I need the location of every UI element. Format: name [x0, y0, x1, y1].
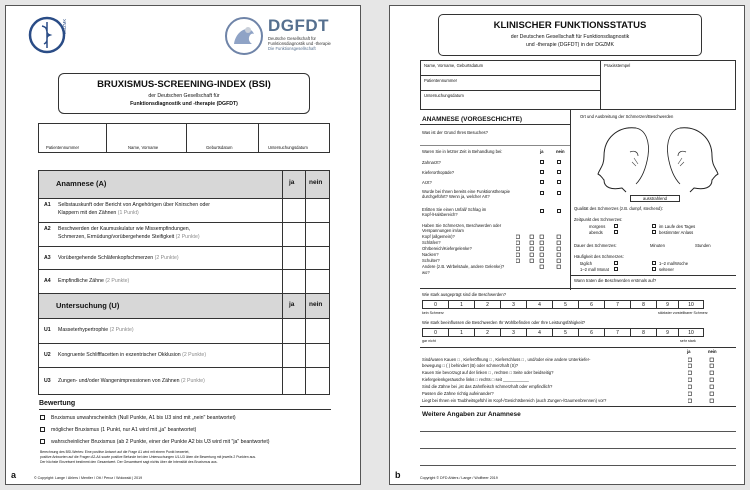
field-patient-number-b[interactable]: Patientennummer	[424, 78, 458, 83]
face-diagram	[588, 122, 728, 194]
dgfdt-logo-emblem	[224, 16, 264, 56]
scale1-cell-9[interactable]: 9	[657, 301, 679, 309]
footnote-3: Der höchste Einzelwert bestimmt den Gesamtwert. Der Gesamtwert sagt nichts über die Intensität des Bruxismus aus.	[40, 460, 218, 464]
weitere-header: Weitere Angaben zur Anamnese	[422, 411, 521, 418]
a2-text-1: Beschwerden der Kaumuskulatur wie Missempfindungen,	[58, 226, 191, 232]
dgfdt-logo-sub2: Funktionsdiagnostik und -therapie	[268, 41, 331, 46]
bestimmter-label: bestimmter Anlass	[659, 230, 694, 235]
header-box	[438, 14, 702, 56]
scale1-cell-2[interactable]: 2	[475, 301, 501, 309]
status-title: KLINISCHER FUNKTIONSSTATUS	[493, 20, 647, 31]
bewertung-option-2: möglicher Bruxismus (1 Punkt, nur A1 wird mit „ja" beantwortet)	[51, 427, 197, 433]
nein-label-b2: nein	[708, 349, 717, 354]
scale2-cell-1[interactable]: 1	[449, 329, 475, 337]
dgfdt-logo-sub3: Die Funktionsgesellschaft	[268, 46, 316, 51]
scale1-left-label: kein Schmerz	[422, 311, 444, 315]
bewertung-header: Bewertung	[39, 400, 76, 407]
bewertung-checkbox-3[interactable]	[40, 439, 45, 444]
scale1-cell-1[interactable]: 1	[449, 301, 475, 309]
scale2-right-label: sehr stark	[680, 339, 696, 343]
lower-answer-checkboxes[interactable]	[688, 357, 718, 403]
body-part-1: Kopf (allgemein)?	[422, 234, 455, 239]
q-zahnarzt: Zahnarzt?	[422, 160, 441, 165]
dgfdt-logo-brand: DGFDT	[268, 16, 330, 35]
panel-label-a: a	[11, 470, 17, 480]
col-nein-2: nein	[309, 301, 323, 308]
dgzmk-logo-text: DGZMK	[62, 18, 67, 34]
body-part-5: Schulter?	[422, 258, 440, 263]
field-patient-number[interactable]: Patientennummer	[46, 145, 80, 150]
pain-scale-2[interactable]	[422, 328, 704, 337]
cb-unfall-nein[interactable]	[557, 209, 561, 213]
untersuchung-header: Untersuchung (U)	[56, 301, 120, 310]
scale1-cell-4[interactable]: 4	[527, 301, 553, 309]
title-box	[58, 73, 310, 114]
a4-code: A4	[44, 278, 51, 284]
zeitpunkt-label: Zeitpunkt des Schmerzes:	[574, 217, 623, 222]
anamnese-header-b: ANAMNESE (VORGESCHICHTE)	[422, 116, 523, 123]
footnote-1: Berechnung des BSI-Wertes: Eine positive Antwort auf die Frage A1 wird mit einem Punkt bewertet,	[40, 450, 190, 454]
cb-bestimmter[interactable]	[652, 230, 656, 234]
cb-funktion-ja[interactable]	[540, 191, 544, 195]
ausstrahlend-legend: ausstrahlend	[630, 195, 680, 202]
field-exam-date[interactable]: Untersuchungsdatum	[268, 145, 308, 150]
stunden-label: Stunden	[695, 243, 711, 248]
u2-text: Kongruente Schlifffacetten in exzentrischer Okklusion (2 Punkte)	[58, 352, 207, 358]
status-subtitle-2: und -therapie (DGFDT) in der DGZMK	[526, 42, 614, 48]
scale2-cell-3[interactable]: 3	[501, 329, 527, 337]
abends-label: abends	[589, 230, 603, 235]
scale2-question: Wie stark beeinflussen die Beschwerden Ihr Wohlbefinden oder Ihre Leistungsfähigkeit?	[422, 320, 586, 325]
col-nein: nein	[309, 179, 323, 186]
ja-label-b2: ja	[687, 349, 691, 354]
cb-funktion-nein[interactable]	[557, 191, 561, 195]
form-subtitle-1: der Deutschen Gesellschaft für	[148, 93, 220, 99]
field-exam-date-b[interactable]: Untersuchungsdatum	[424, 93, 464, 98]
a2-code: A2	[44, 226, 51, 232]
scale1-cell-0[interactable]: 0	[423, 301, 449, 309]
scale2-cell-8[interactable]: 8	[631, 329, 657, 337]
q-funktion-2: durchgeführt? Wenn ja, welcher Art?	[422, 194, 490, 199]
status-subtitle-1: der Deutschen Gesellschaft für Funktionsdiagnostik	[510, 34, 630, 40]
nein-label-b: nein	[556, 149, 565, 154]
scale1-right-label: stärkster vorstellbarer Schmerz	[658, 311, 708, 315]
col-ja-2: ja	[289, 301, 295, 308]
dauer-label: Dauer des Schmerzes:	[574, 243, 617, 248]
lower-q2: bewegung □ ( ) behindert (B) oder schmerzhaft (S)?	[422, 363, 519, 368]
scale2-cell-5[interactable]: 5	[553, 329, 579, 337]
scale1-question: Wie stark ausgeprägt sind die Beschwerden?	[422, 292, 507, 297]
scale2-cell-4[interactable]: 4	[527, 329, 553, 337]
copyright-b: Copyright © DFD Ahlers / Lange / Wolfbeer 2019	[420, 476, 498, 480]
q-behandlung: Waren Sie in letzter Zeit in Behandlung bei:	[422, 149, 503, 154]
cb-im-laufe[interactable]	[652, 224, 656, 228]
cb-arzt-nein[interactable]	[557, 180, 561, 184]
woche-label: 1–2 mal/Woche	[659, 261, 689, 266]
dgzmk-logo	[28, 16, 66, 54]
scale1-cell-7[interactable]: 7	[605, 301, 631, 309]
u1-text: Masseterhypertrophie (2 Punkte)	[58, 327, 134, 333]
u3-code: U3	[44, 378, 51, 384]
cb-woche[interactable]	[652, 261, 656, 265]
q-funktion-1: Wurde bei Ihnen bereits eine Funktionstherapie	[422, 189, 510, 194]
im-laufe-label: im Laufe des Tages	[659, 224, 696, 229]
cb-morgens[interactable]	[614, 224, 618, 228]
lower-q1: Sind/waren Kauen □ , Kieferöffnung □ , Kieferschluss □ , und/oder eine andere Unterkiefer-	[422, 357, 591, 362]
cb-zahnarzt-nein[interactable]	[557, 160, 561, 164]
copyright-a: © Copyright: Lange / Ahlers / Mentler / Ott / Peroz / Wolowski | 2019	[34, 476, 143, 480]
footnote-2: positive Antworten auf die Fragen A2-A4 sowie positive Befunde bei den Untersuchungen U1-U3 üben die Bewertung mit jeweils 2 Punkten aus.	[40, 455, 256, 459]
form-subtitle-2: Funktionsdiagnostik und -therapie (DGFDT)	[130, 101, 238, 107]
scale2-cell-10[interactable]: 10	[688, 330, 694, 336]
pain-scale-1[interactable]	[422, 300, 704, 309]
u2-code: U2	[44, 352, 51, 358]
cb-kfo-ja[interactable]	[540, 170, 544, 174]
body-part-checkboxes[interactable]	[516, 234, 566, 270]
ja-label-b: ja	[540, 149, 544, 154]
body-part-3: Ohrbereich/Kiefergelenke?	[422, 246, 472, 251]
haeufigkeit-label: Häufigkeit des Schmerzes:	[574, 254, 624, 259]
scale2-cell-6[interactable]: 6	[579, 329, 605, 337]
a4-text: Empfindliche Zähne (2 Punkte)	[58, 278, 130, 284]
qualitaet-label: Qualität des Schmerzes (z.B. dumpf, stechend):	[574, 206, 663, 211]
bewertung-option-1: Bruxismus unwahrscheinlich (Null Punkte, A1 bis U3 sind mit „nein" beantwortet)	[51, 415, 236, 421]
a3-code: A3	[44, 255, 51, 261]
body-part-7: wo?	[422, 270, 430, 275]
ort-label: Ort und Ausbreitung der Schmerzen/Beschwerden	[580, 114, 674, 119]
taeglich-label: täglich	[580, 261, 593, 266]
q-arzt: Arzt?	[422, 180, 432, 185]
lower-q5: Sind die Zähne bei „ist das Zahnfleisch schmerzhaft oder empfindlich?	[422, 384, 553, 389]
dgfdt-logo-sub1: Deutsche Gesellschaft für	[268, 36, 316, 41]
scale2-left-label: gar nicht	[422, 339, 436, 343]
scale2-cell-7[interactable]: 7	[605, 329, 631, 337]
q-unfall-1: Erlitten Sie einen Unfall/ Schlag im	[422, 207, 487, 212]
minuten-label: Minuten	[650, 243, 665, 248]
cb-arzt-ja[interactable]	[540, 180, 544, 184]
cb-taeglich[interactable]	[614, 261, 618, 265]
body-part-6: Andere (z.B. Wirbelsäule, andere Gelenke)?	[422, 264, 505, 269]
lower-q6: Passen die Zähne richtig aufeinander?	[422, 391, 494, 396]
page-b-funktionsstatus	[389, 5, 745, 485]
scale1-cell-5[interactable]: 5	[553, 301, 579, 309]
scale1-cell-6[interactable]: 6	[579, 301, 605, 309]
panel-label-b: b	[395, 470, 401, 480]
u3-text: Zungen- und/oder Wangenimpressionen von Zähnen (2 Punkte)	[58, 378, 205, 384]
bewertung-option-3: wahrscheinlicher Bruxismus (ab 2 Punkte, einer der Punkte A2 bis U3 wird mit "ja" beantwortet)	[51, 439, 270, 445]
col-ja: ja	[289, 179, 295, 186]
monat-label: 1–2 mal/ Monat	[580, 267, 609, 272]
lower-q3: Kauen Sie bevorzugt auf der linken □ , rechten □ Seite oder beidseitig?	[422, 370, 554, 375]
cb-abends[interactable]	[614, 230, 618, 234]
cb-kfo-nein[interactable]	[557, 170, 561, 174]
body-part-4: Nacken?	[422, 252, 439, 257]
q-kfo: Kieferorthopäde?	[422, 170, 455, 175]
seltener-label: seltener	[659, 267, 674, 272]
praxisstempel: Praxisstempel	[604, 63, 631, 68]
scale2-cell-0[interactable]: 0	[423, 329, 449, 337]
wann-label: Wann traten die Beschwerden erstmals auf?	[574, 278, 657, 283]
field-birthdate[interactable]: Geburtsdatum	[206, 145, 233, 150]
cb-zahnarzt-ja[interactable]	[540, 160, 544, 164]
a2-text-2: Schmerzen, Ermüdung/vorübergehende Steifigkeit (2 Punkte)	[58, 234, 200, 240]
field-name[interactable]: Name, Vorname	[128, 145, 159, 150]
bewertung-checkbox-1[interactable]	[40, 415, 45, 420]
a3-text: Vorübergehende Schläfenkopfschmerzen (2 Punkte)	[58, 255, 179, 261]
page-a-bsi-form	[5, 5, 361, 485]
scale2-cell-2[interactable]: 2	[475, 329, 501, 337]
body-part-2: Schläfen?	[422, 240, 441, 245]
cb-seltener[interactable]	[652, 267, 656, 271]
a1-text-1: Selbstauskunft oder Bericht von Angehörigen über Knirschen oder	[58, 202, 210, 208]
lower-q4: Kiefergelenkgeräusche links □ rechts □ seit ___________	[422, 377, 529, 382]
field-name-birth[interactable]: Name, Vorname, Geburtsdatum	[424, 63, 484, 68]
cb-unfall-ja[interactable]	[540, 209, 544, 213]
scale1-cell-8[interactable]: 8	[631, 301, 657, 309]
anamnese-header: Anamnese (A)	[56, 179, 107, 188]
a1-text-2: Klappern mit den Zähnen (1 Punkt)	[58, 210, 139, 216]
form-title: BRUXISMUS-SCREENING-INDEX (BSI)	[97, 79, 271, 90]
q-schmerzen-2: Verspannungen im/am	[422, 228, 464, 233]
q-unfall-2: Kopf-/Halsbereich?	[422, 212, 458, 217]
morgens-label: morgens	[589, 224, 606, 229]
lower-q7: Liegt bei Ihnen ein Taubheitsgefühl im Kopf-/Gesichtsbereich (auch Zungen-/Gaumenbrennen) vor?	[422, 398, 607, 403]
a1-code: A1	[44, 202, 51, 208]
q-schmerzen-1: Haben Sie Schmerzen, Beschwerden oder	[422, 223, 502, 228]
u1-code: U1	[44, 327, 51, 333]
scale2-cell-9[interactable]: 9	[657, 329, 679, 337]
bewertung-checkbox-2[interactable]	[40, 427, 45, 432]
scale1-cell-10[interactable]: 10	[688, 302, 694, 308]
cb-monat[interactable]	[614, 267, 618, 271]
scale1-cell-3[interactable]: 3	[501, 301, 527, 309]
q-grund: Was ist der Grund Ihres Besuches?	[422, 130, 488, 135]
